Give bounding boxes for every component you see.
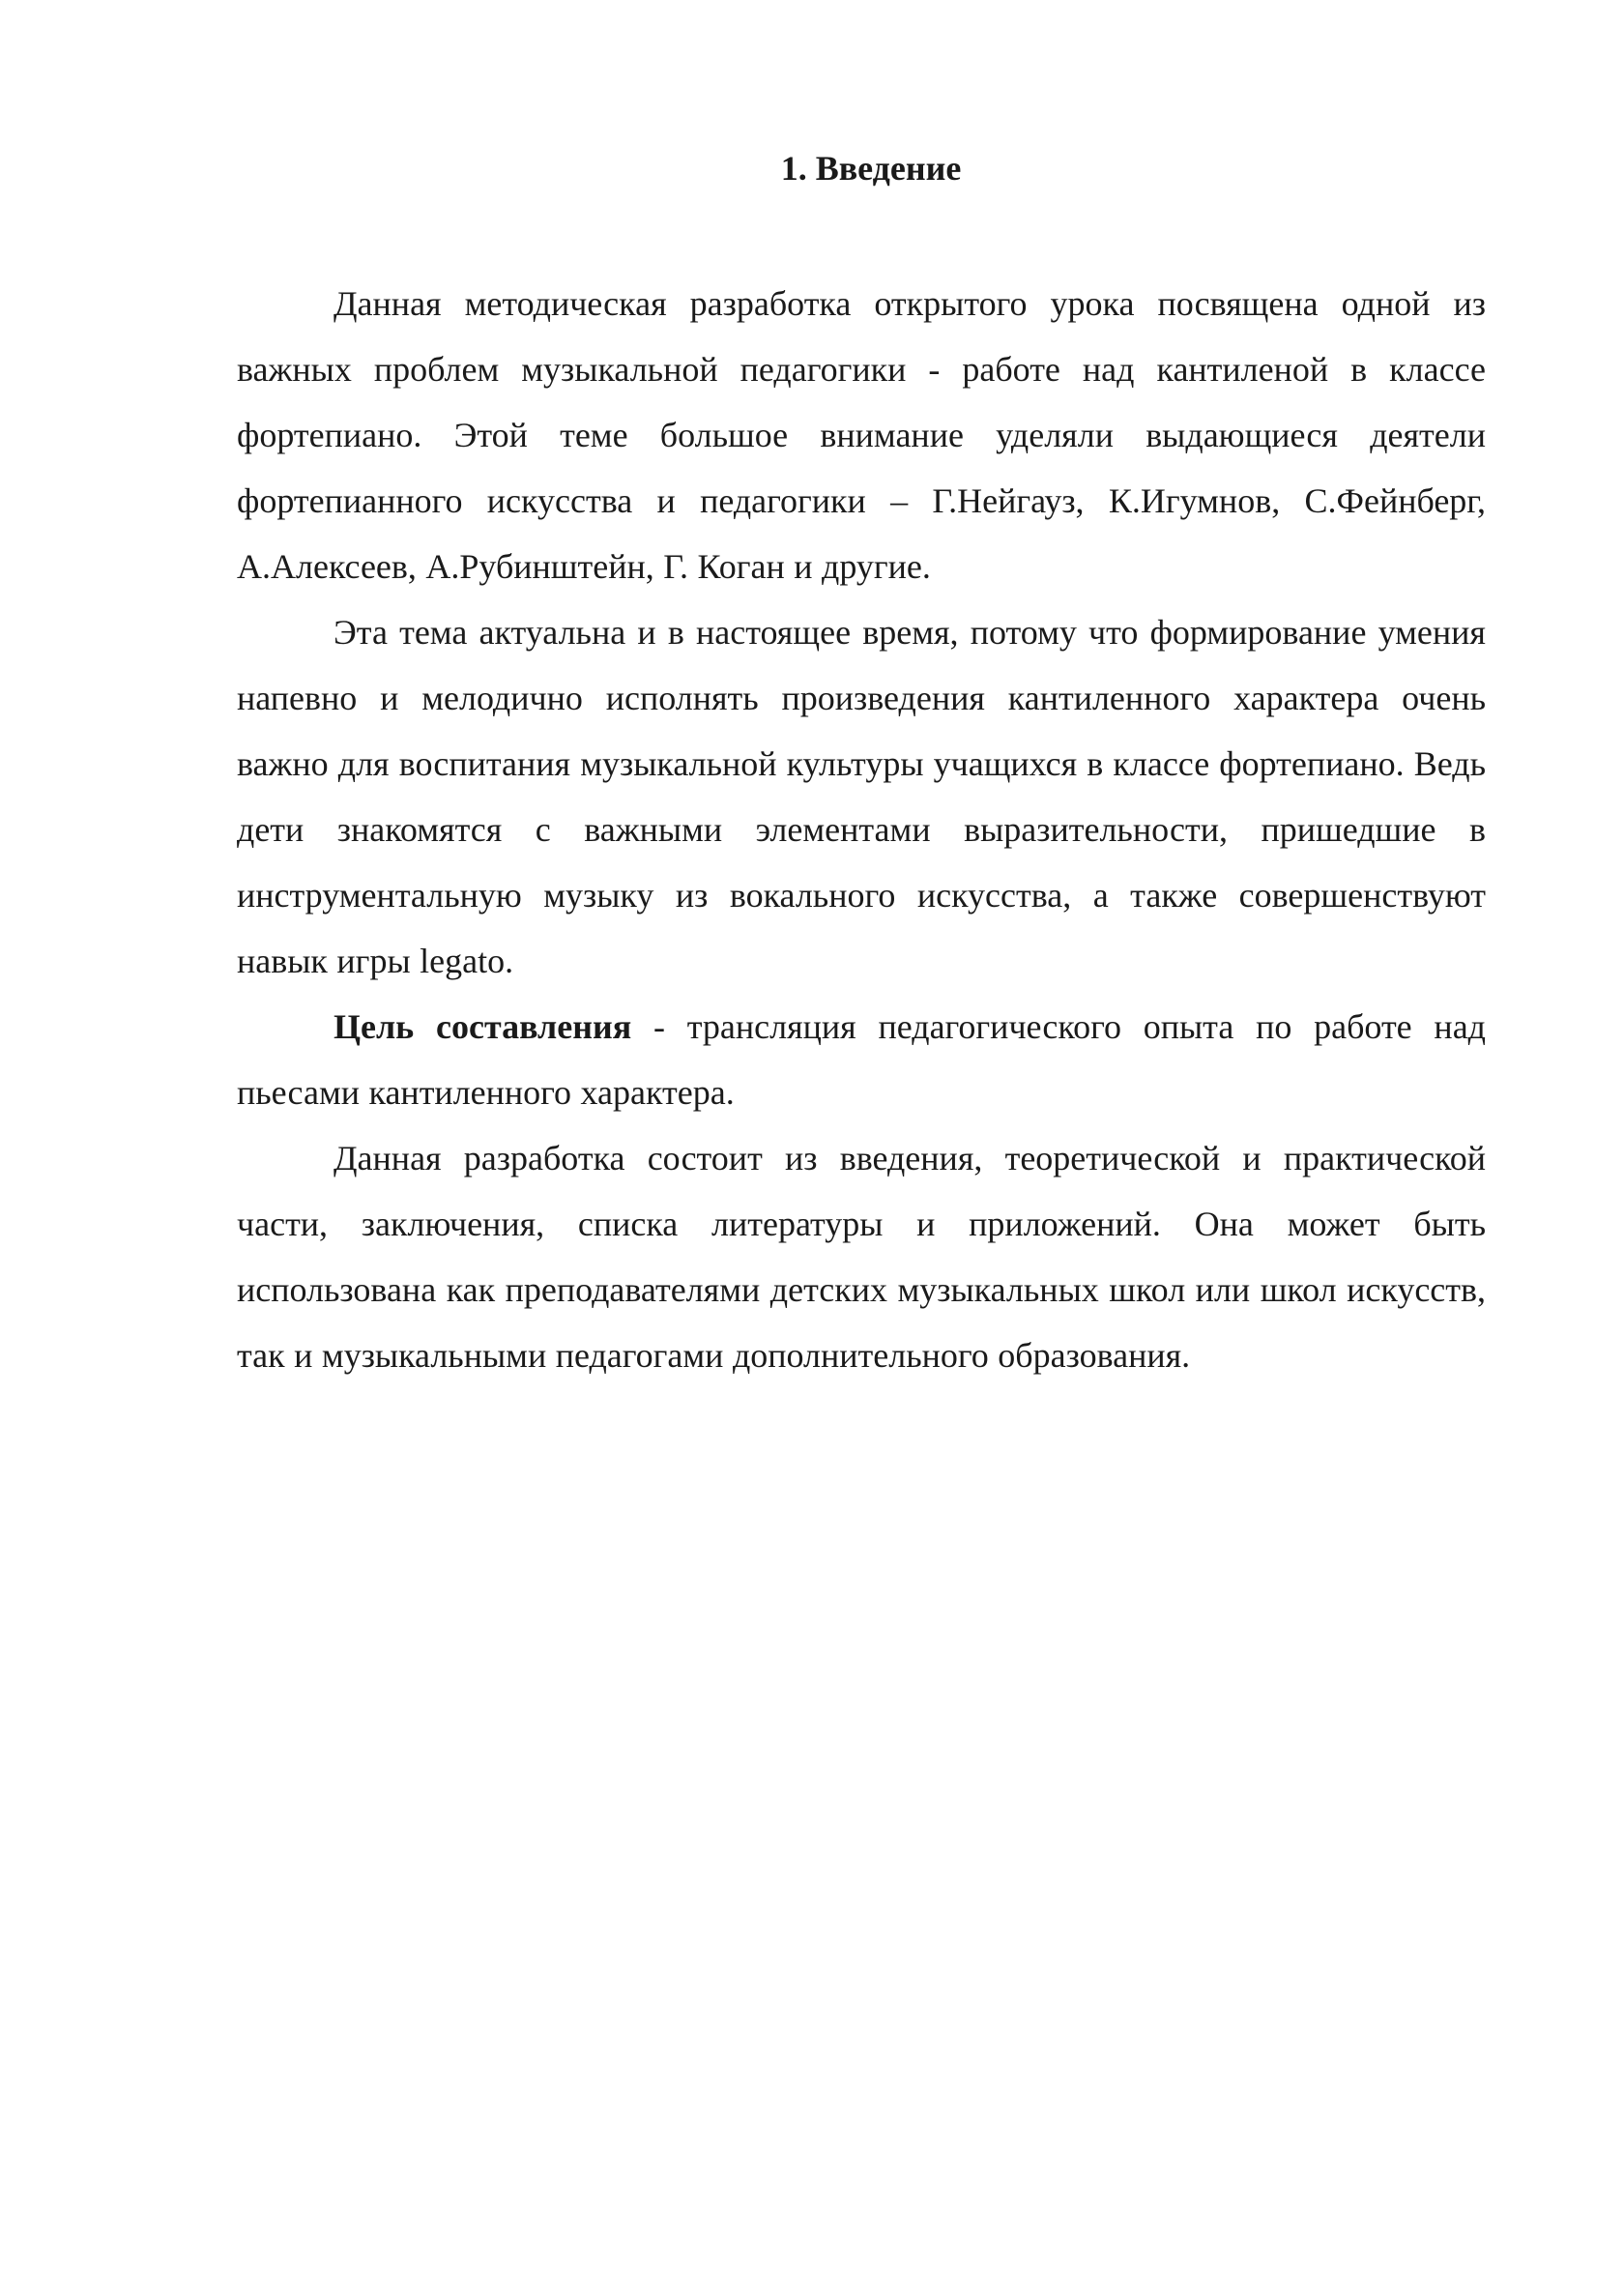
- paragraph-intro-text: Данная методическая разработка открытого урока посвящена одной из важных проблем музыкальной педагогики - работе над кантиленой в классе фортепиано. Этой теме большое внимание уделяли выдающиеся деятели фортепианного искусства и педагогики – Г.Нейгауз, К.Игумнов, С.Фейнберг, А.Алексеев, А.Рубинштейн, Г. Коган и другие.: [237, 284, 1486, 586]
- paragraph-goal-text: - трансляция педагогического опыта по работе над пьесами кантиленного характера.: [237, 1007, 1486, 1112]
- paragraph-goal: [237, 994, 1486, 1125]
- paragraph-intro: [237, 271, 1486, 599]
- paragraph-goal-lead: Цель составления: [334, 1007, 632, 1046]
- paragraph-relevance: [237, 599, 1486, 994]
- section-title: 1. Введение: [780, 149, 962, 188]
- document-body: [237, 145, 1486, 1388]
- paragraph-structure: [237, 1125, 1486, 1388]
- paragraph-structure-text: Данная разработка состоит из введения, теоретической и практической части, заключения, списка литературы и приложений. Она может быть использована как преподавателями детских музыкальных школ или школ искусств, так и музыкальными педагогами дополнительного образования.: [237, 1139, 1486, 1375]
- paragraph-relevance-text: Эта тема актуальна и в настоящее время, потому что формирование умения напевно и мелодично исполнять произведения кантиленного характера очень важно для воспитания музыкальной культуры учащихся в классе фортепиано. Ведь дети знакомятся с важными элементами выразительности, пришедшие в инструментальную музыку из вокального искусства, а также совершенствуют навык игры legato.: [237, 613, 1486, 980]
